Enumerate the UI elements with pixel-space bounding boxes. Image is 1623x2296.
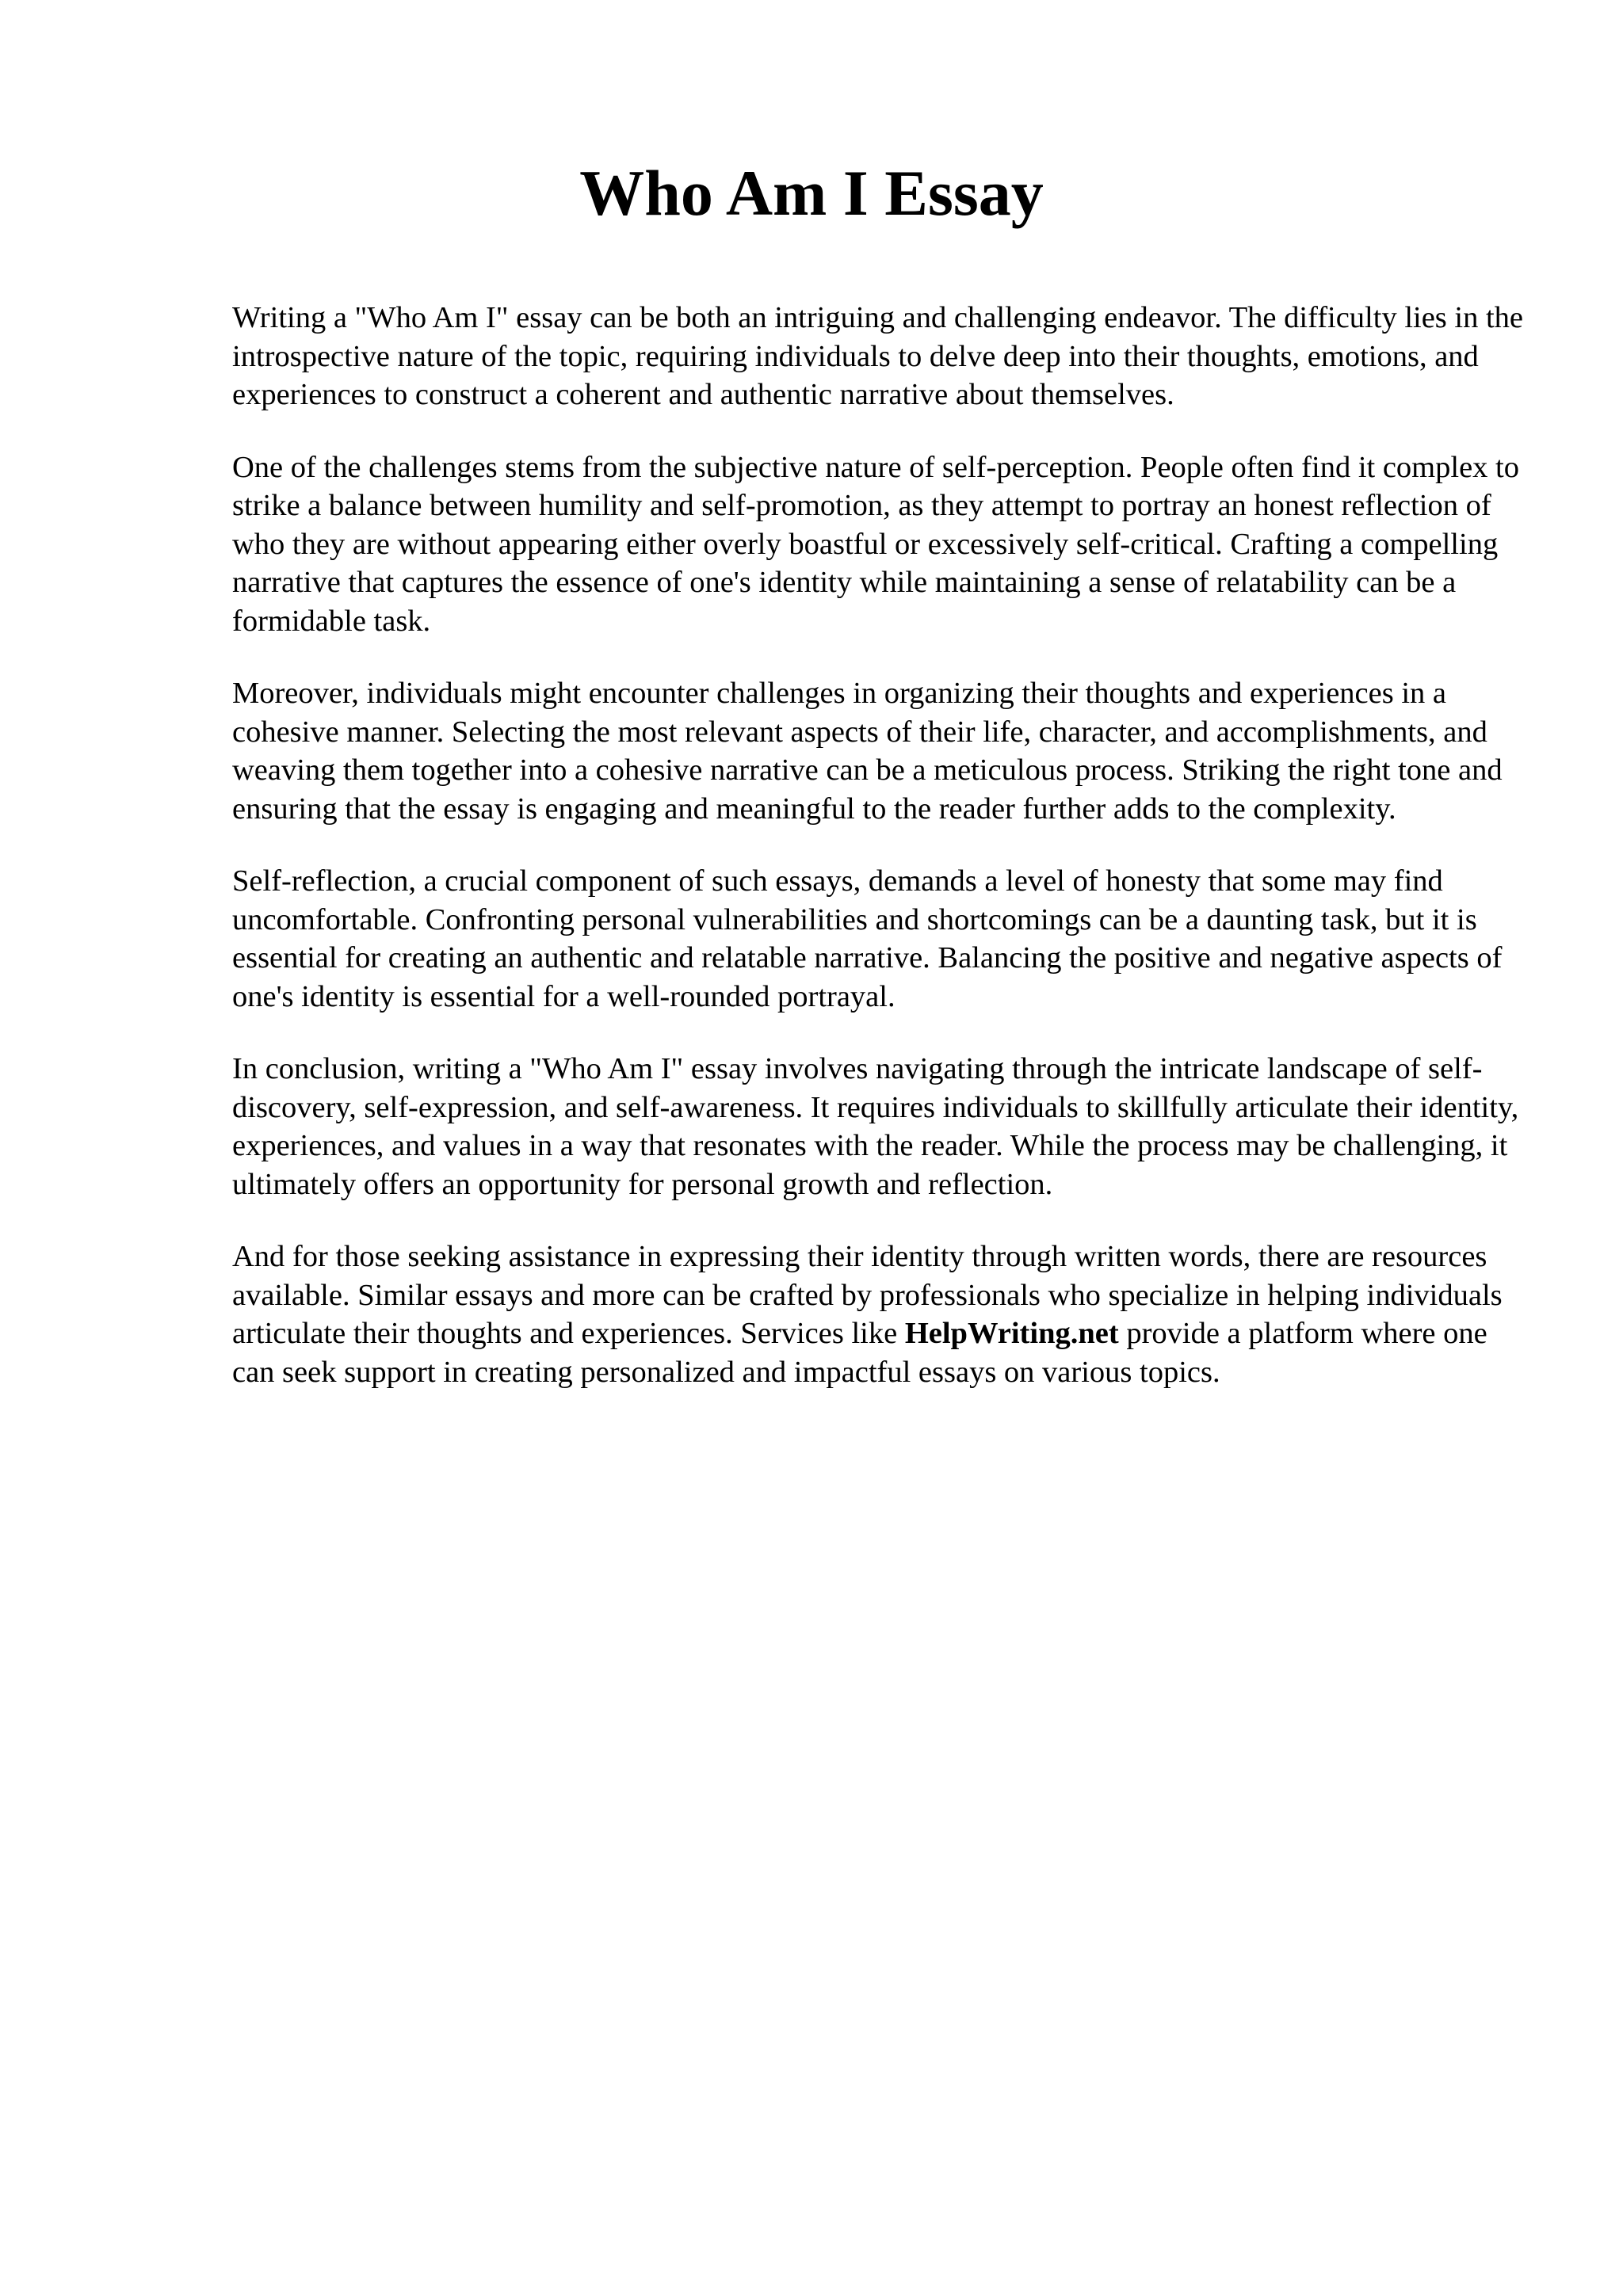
document-title: Who Am I Essay <box>579 157 1044 229</box>
document-body <box>232 299 1532 1425</box>
paragraph-conclusion: In conclusion, writing a "Who Am I" essay involves navigating through the intricate landscape of self-discovery, self-expression, and self-awareness. It requires individuals to skillfully articulate their identity, experiences, and values in a way that resonates with the reader. While the process may be challenging, it ultimately offers an opportunity for personal growth and reflection. <box>232 1052 1519 1201</box>
resources-text-before: And for those seeking assistance in expressing their identity through written words, there are resources available. Similar essays and more can be crafted by professionals who specialize in helping individuals articulate their thoughts and experiences. Services like <box>232 1240 1503 1350</box>
paragraph-intro: Writing a "Who Am I" essay can be both an intriguing and challenging endeavor. The difficulty lies in the introspective nature of the topic, requiring individuals to delve deep into their thoughts, emotions, and experiences to construct a coherent and authentic narrative about themselves. <box>232 301 1524 411</box>
paragraph-self-reflection: Self-reflection, a crucial component of such essays, demands a level of honesty that some may find uncomfortable. Confronting personal vulnerabilities and shortcomings can be a daunting task, but it is essential for creating an authentic and relatable narrative. Balancing the positive and negative aspects of one's identity is essential for a well-rounded portrayal. <box>232 864 1503 1013</box>
paragraph-resources <box>232 1238 1532 1391</box>
resources-text-after: provide a platform where one can seek support in creating personalized and impactful essays on various topics. <box>232 1317 1487 1389</box>
paragraph-self-perception: One of the challenges stems from the subjective nature of self-perception. People often find it complex to strike a balance between humility and self-promotion, as they attempt to portray an honest reflection of who they are without appearing either overly boastful or excessively self-critical. Crafting a compelling narrative that captures the essence of one's identity while maintaining a sense of relatability can be a formidable task. <box>232 450 1519 638</box>
paragraph-organization: Moreover, individuals might encounter challenges in organizing their thoughts and experiences in a cohesive manner. Selecting the most relevant aspects of their life, character, and accomplishments, and weaving them together into a cohesive narrative can be a meticulous process. Striking the right tone and ensuring that the essay is engaging and meaningful to the reader further adds to the complexity. <box>232 677 1503 826</box>
brand-name: HelpWriting.net <box>904 1317 1119 1350</box>
